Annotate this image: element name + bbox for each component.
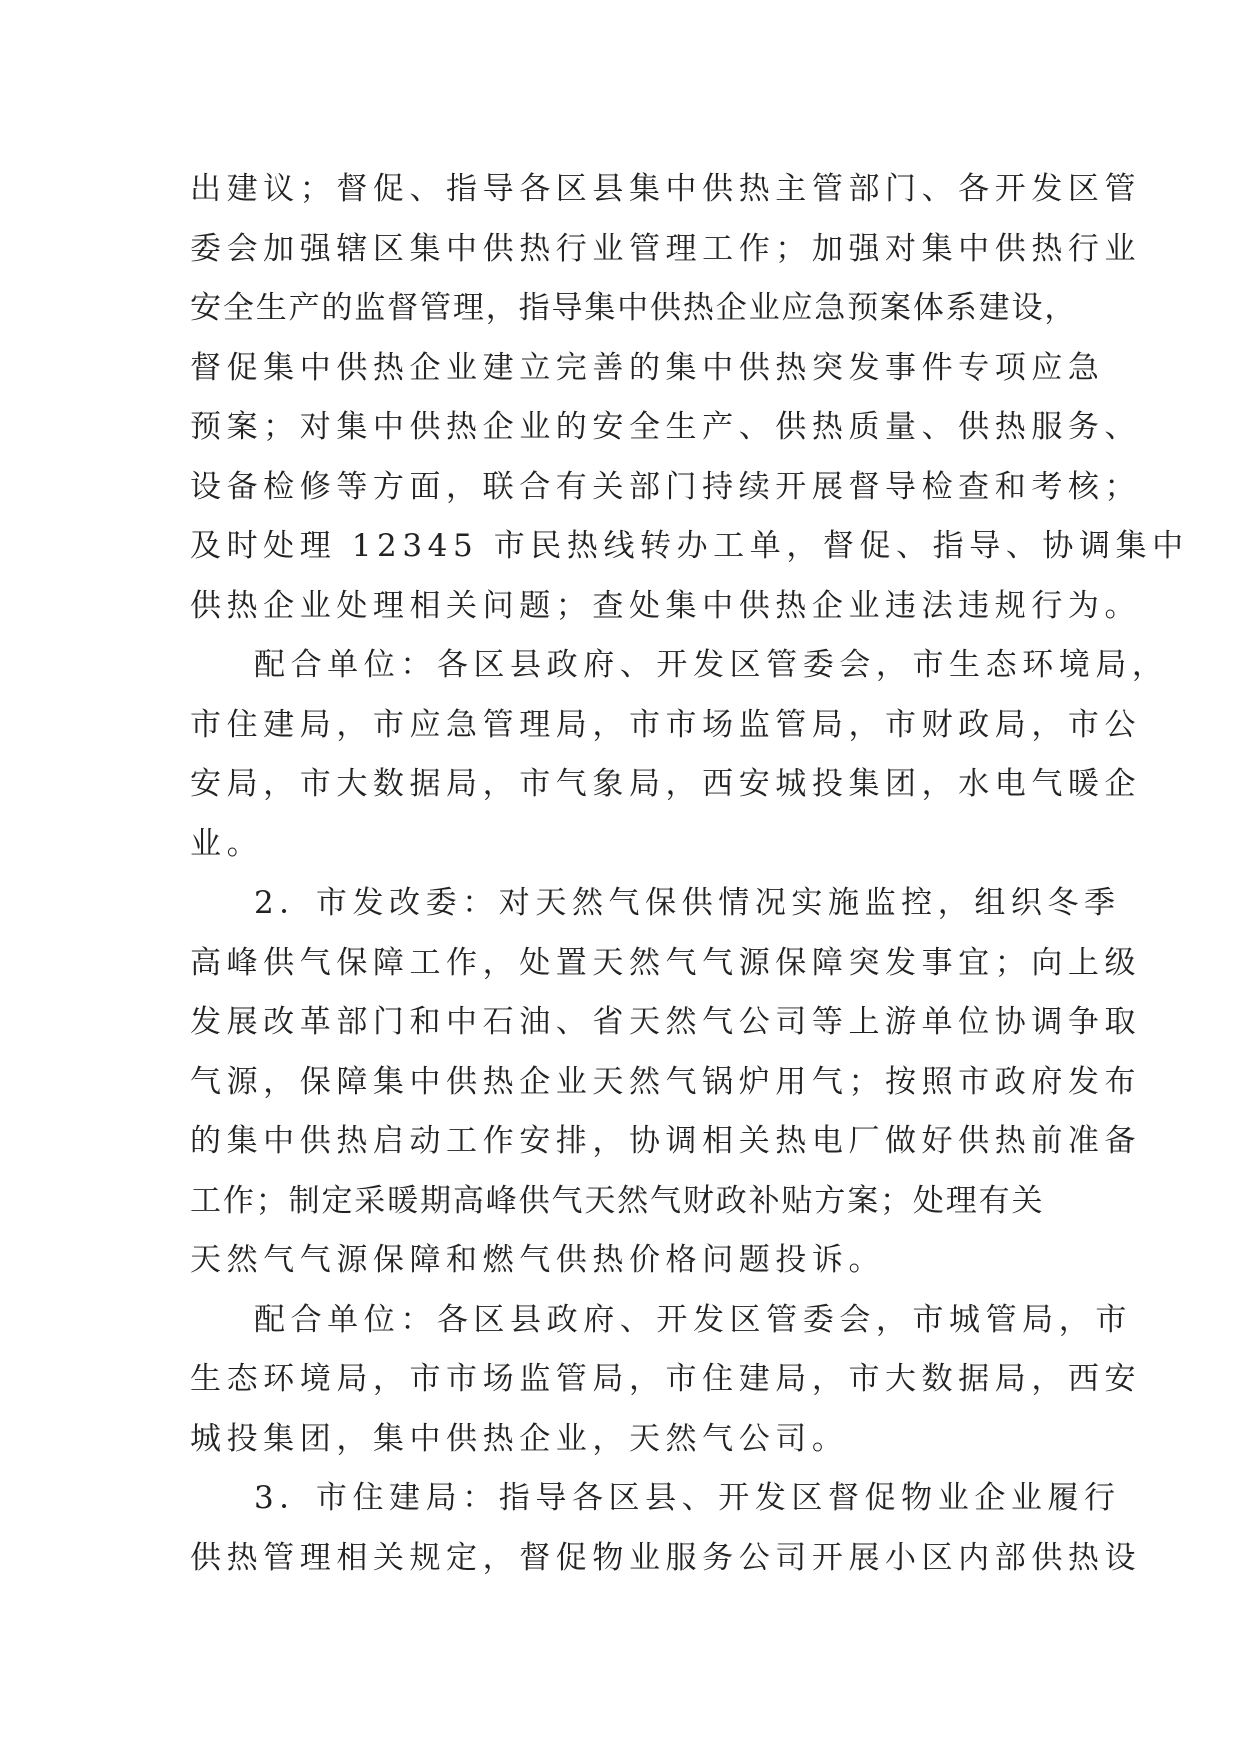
- text-line: 气源，保障集中供热企业天然气锅炉用气；按照市政府发布: [190, 1063, 1142, 1100]
- text-line: 及时处理 12345 市民热线转办工单，督促、指导、协调集中: [190, 528, 1189, 564]
- text-line: 的集中供热启动工作安排，协调相关热电厂做好供热前准备: [190, 1123, 1142, 1159]
- text-line: 天然气气源保障和燃气供热价格问题投诉。: [190, 1242, 886, 1278]
- body-text: [190, 160, 1189, 1588]
- text-line: 城投集团，集中供热企业，天然气公司。: [190, 1420, 849, 1457]
- text-line: 工作；制定采暖期高峰供气天然气财政补贴方案；处理有关: [190, 1182, 1045, 1219]
- text-line: 业。: [190, 825, 264, 862]
- text-line: 安全生产的监督管理，指导集中供热企业应急预案体系建设，: [190, 290, 1078, 326]
- text-line: 委会加强辖区集中供热行业管理工作；加强对集中供热行业: [190, 230, 1142, 267]
- text-line: 市住建局，市应急管理局，市市场监管局，市财政局，市公: [190, 706, 1142, 743]
- text-line: 供热企业处理相关问题；查处集中供热企业违法违规行为。: [190, 587, 1142, 624]
- text-line: 高峰供气保障工作，处置天然气气源保障突发事宜；向上级: [190, 944, 1142, 981]
- paragraph-start-line: 2．市发改委：对天然气保供情况实施监控，组织冬季: [254, 885, 1121, 921]
- text-line: 督促集中供热企业建立完善的集中供热突发事件专项应急: [190, 349, 1105, 386]
- paragraph-start-line: 配合单位：各区县政府、开发区管委会，市生态环境局，: [254, 647, 1169, 683]
- text-line: 生态环境局，市市场监管局，市住建局，市大数据局，西安: [190, 1361, 1142, 1397]
- text-line: 供热管理相关规定，督促物业服务公司开展小区内部供热设: [190, 1539, 1142, 1576]
- paragraph-start-line: 3．市住建局：指导各区县、开发区督促物业企业履行: [254, 1480, 1121, 1516]
- text-line: 发展改革部门和中石油、省天然气公司等上游单位协调争取: [190, 1004, 1142, 1040]
- text-line: 出建议；督促、指导各区县集中供热主管部门、各开发区管: [190, 171, 1142, 207]
- text-line: 设备检修等方面，联合有关部门持续开展督导检查和考核；: [190, 468, 1142, 505]
- paragraph-start-line: 配合单位：各区县政府、开发区管委会，市城管局，市: [254, 1301, 1132, 1338]
- text-line: 预案；对集中供热企业的安全生产、供热质量、供热服务、: [190, 409, 1142, 445]
- text-line: 安局，市大数据局，市气象局，西安城投集团，水电气暖企: [190, 766, 1142, 802]
